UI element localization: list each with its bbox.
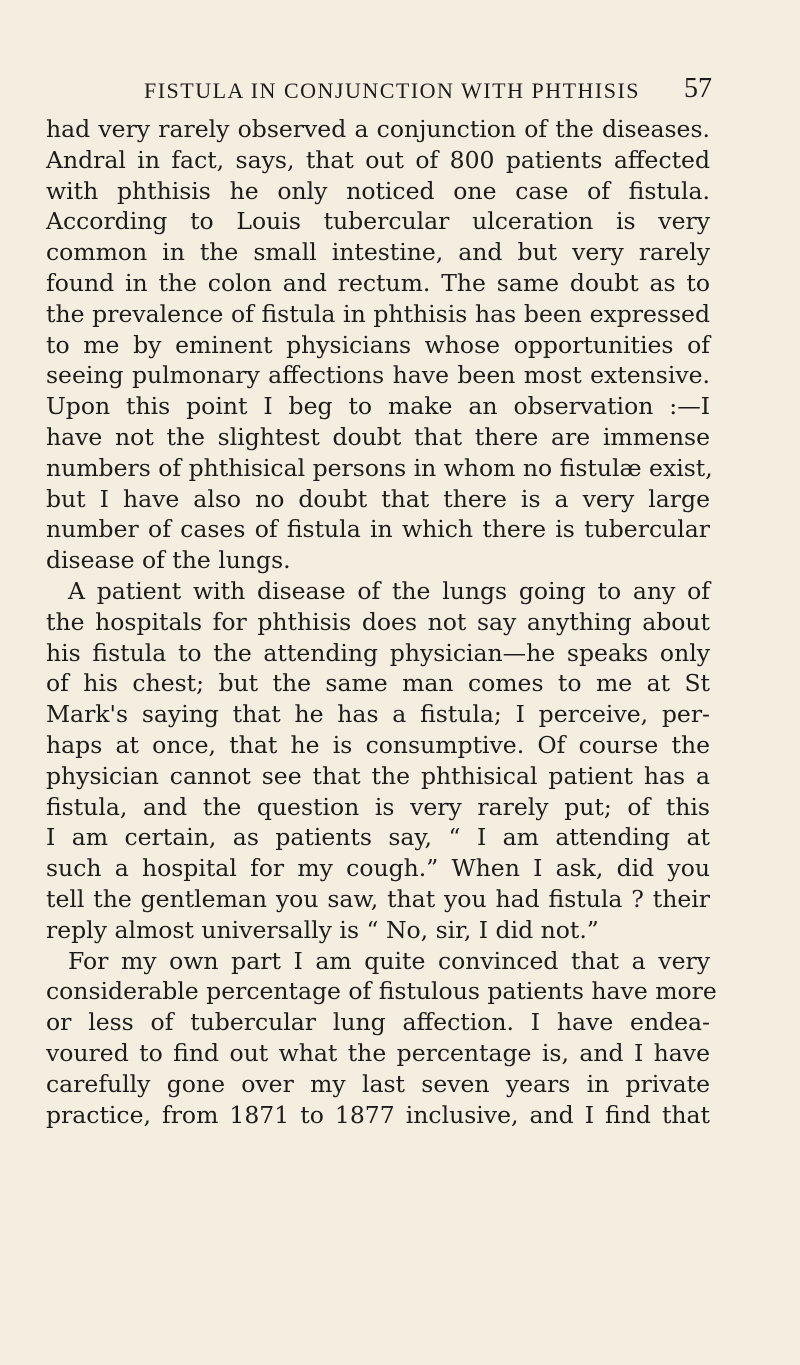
text-line: Andral in fact, says, that out of 800 patients affected	[46, 145, 710, 174]
text-line: physician cannot see that the phthisical patient has a	[46, 761, 710, 790]
text-line: A patient with disease of the lungs going to any of	[68, 576, 710, 605]
text-line: reply almost universally is “ No, sir, I did not.”	[46, 915, 599, 944]
text-line: the prevalence of fistula in phthisis has been expressed	[46, 299, 710, 328]
text-line: disease of the lungs.	[46, 546, 291, 575]
text-line: practice, from 1871 to 1877 inclusive, and I find that	[46, 1100, 710, 1129]
paragraph-1	[46, 114, 713, 576]
text-line: voured to find out what the percentage is, and I have	[46, 1038, 710, 1067]
text-line: such a hospital for my cough.” When I ask, did you	[46, 854, 710, 883]
text-line: tell the gentleman you saw, that you had fistula ? their	[46, 884, 710, 913]
text-line: haps at once, that he is consumptive. Of course the	[46, 730, 710, 759]
text-line: or less of tubercular lung affection. I have endea-	[46, 1008, 710, 1037]
paragraph-2	[46, 576, 710, 946]
text-line: Mark's saying that he has a fistula; I perceive, per-	[46, 700, 710, 729]
text-line: For my own part I am quite convinced that a very	[68, 946, 710, 975]
text-line: According to Louis tubercular ulceration is very	[46, 207, 710, 236]
text-line: to me by eminent physicians whose opportunities of	[46, 330, 710, 359]
running-head	[144, 73, 712, 110]
page-number: 57	[684, 73, 712, 104]
text-line: found in the colon and rectum. The same doubt as to	[46, 268, 710, 297]
paragraph-3	[46, 946, 717, 1131]
text-line: number of cases of fistula in which there is tubercular	[46, 515, 710, 544]
text-line: numbers of phthisical persons in whom no fistulæ exist,	[46, 453, 713, 482]
text-line: but I have also no doubt that there is a very large	[46, 484, 710, 513]
text-line: carefully gone over my last seven years in private	[46, 1069, 710, 1098]
text-line: common in the small intestine, and but very rarely	[46, 238, 710, 267]
text-line: fistula, and the question is very rarely put; of this	[46, 792, 710, 821]
text-line: the hospitals for phthisis does not say anything about	[46, 607, 710, 636]
text-line: considerable percentage of fistulous patients have more	[46, 977, 717, 1006]
text-line: his fistula to the attending physician—he speaks only	[46, 638, 710, 667]
text-line: of his chest; but the same man comes to me at St	[46, 669, 710, 698]
text-line: seeing pulmonary affections have been most extensive.	[46, 361, 710, 390]
running-title: FISTULA IN CONJUNCTION WITH PHTHISIS	[144, 78, 641, 103]
text-line: I am certain, as patients say, “ I am attending at	[46, 823, 710, 852]
text-line: have not the slightest doubt that there are immense	[46, 422, 710, 451]
body-text	[46, 114, 717, 1130]
text-line: had very rarely observed a conjunction of the diseases.	[46, 115, 710, 143]
text-line: with phthisis he only noticed one case of fistula.	[46, 176, 710, 205]
text-line: Upon this point I beg to make an observation :—I	[46, 392, 710, 421]
